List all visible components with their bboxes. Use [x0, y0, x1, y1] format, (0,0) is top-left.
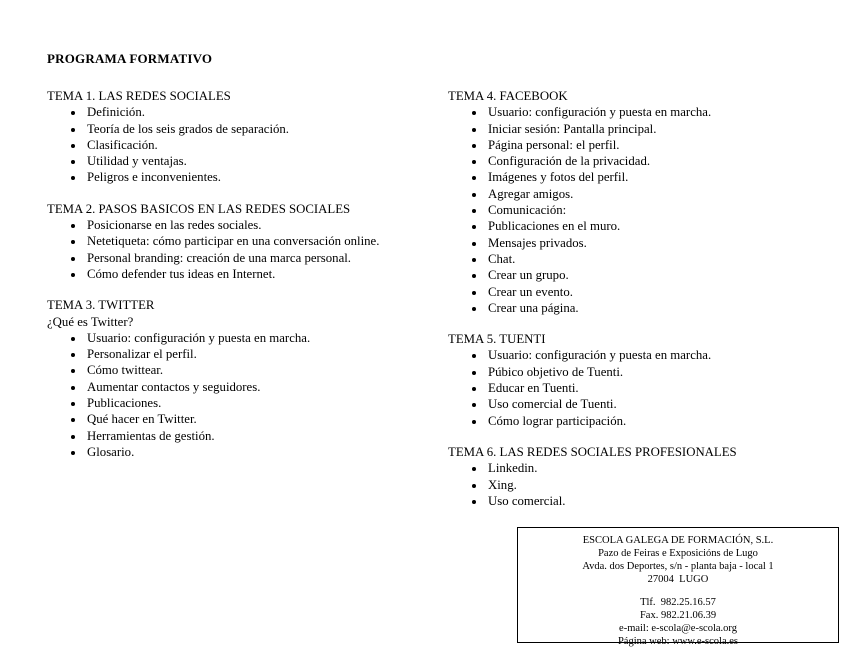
website-line: Página web: www.e-scola.es: [617, 636, 739, 647]
address-line2: Avda. dos Deportes, s/n - planta baja - local 1: [582, 561, 774, 572]
section-heading: TEMA 5. TUENTI: [448, 332, 546, 347]
tema-section: [47, 297, 449, 460]
topic-item: • Qué hacer en Twitter.: [85, 411, 449, 427]
section-heading: TEMA 1. LAS REDES SOCIALES: [47, 89, 231, 103]
topic-item: • Clasificación.: [85, 137, 449, 153]
fax-line: Fax. 982.21.06.39: [639, 610, 717, 621]
topic-item: • Agregar amigos.: [486, 186, 850, 202]
topic-item: • Posicionarse en las redes sociales.: [85, 217, 449, 233]
page-title: PROGRAMA FORMATIVO: [47, 51, 213, 66]
section-intro: ¿Qué es Twitter?: [47, 314, 134, 329]
topic-list: [448, 347, 850, 428]
topic-item: • Crear un grupo.: [486, 267, 850, 283]
topic-item: • Herramientas de gestión.: [85, 428, 449, 444]
section-heading: TEMA 3. TWITTER: [47, 298, 155, 313]
topic-item: • Cómo twittear.: [85, 362, 449, 378]
topic-item: • Crear un evento.: [486, 284, 850, 300]
section-heading: TEMA 2. PASOS BASICOS EN LAS REDES SOCIALES: [47, 201, 351, 216]
topic-item: • Cómo defender tus ideas en Internet.: [85, 266, 449, 282]
topic-item: • Publicaciones en el muro.: [486, 218, 850, 234]
topic-list: [448, 104, 850, 316]
phone-line: Tlf. 982.25.16.57: [640, 597, 716, 608]
topic-item: • Imágenes y fotos del perfil.: [486, 169, 850, 185]
tema-section: [448, 331, 850, 429]
topic-item: • Uso comercial.: [486, 493, 850, 509]
contact-box: [517, 527, 839, 647]
footer-spacer: [518, 586, 838, 596]
topic-item: • Xing.: [486, 477, 850, 493]
topic-item: • Usuario: configuración y puesta en marcha.: [85, 330, 449, 346]
topic-item: • Glosario.: [85, 444, 449, 460]
topic-item: • Cómo lograr participación.: [486, 413, 850, 429]
section-heading: TEMA 6. LAS REDES SOCIALES PROFESIONALES: [448, 444, 737, 459]
topic-item: • Página personal: el perfil.: [486, 137, 850, 153]
topic-item: • Personalizar el perfil.: [85, 346, 449, 362]
topic-item: • Publicaciones.: [85, 395, 449, 411]
topic-item: • Utilidad y ventajas.: [85, 153, 449, 169]
topic-item: • Chat.: [486, 251, 850, 267]
address-line3: 27004 LUGO: [647, 574, 709, 585]
tema-section: [448, 88, 850, 316]
topic-item: • Comunicación:: [486, 202, 850, 218]
topic-item: • Peligros e inconvenientes.: [85, 169, 449, 185]
topic-item: • Usuario: configuración y puesta en marcha.: [486, 104, 850, 120]
tema-section: [47, 201, 449, 282]
left-column: [47, 88, 449, 475]
email-line: e-mail: e-scola@e-scola.org: [619, 623, 737, 634]
right-column: [448, 88, 850, 524]
topic-item: • Aumentar contactos y seguidores.: [85, 379, 449, 395]
address-line1: Pazo de Feiras e Exposicións de Lugo: [598, 548, 758, 559]
tema-section: [47, 88, 449, 186]
topic-item: • Definición.: [85, 104, 449, 120]
topic-item: • Púbico objetivo de Tuenti.: [486, 364, 850, 380]
topic-item: • Netetiqueta: cómo participar en una conversación online.: [85, 233, 449, 249]
topic-list: [47, 330, 449, 460]
topic-list: [47, 217, 449, 282]
topic-item: • Configuración de la privacidad.: [486, 153, 850, 169]
company-name: ESCOLA GALEGA DE FORMACIÓN, S.L.: [582, 535, 774, 546]
section-heading: TEMA 4. FACEBOOK: [448, 89, 568, 103]
topic-list: [448, 460, 850, 509]
topic-item: • Educar en Tuenti.: [486, 380, 850, 396]
tema-section: [448, 444, 850, 509]
topic-item: • Iniciar sesión: Pantalla principal.: [486, 121, 850, 137]
topic-item: • Uso comercial de Tuenti.: [486, 396, 850, 412]
topic-item: • Usuario: configuración y puesta en marcha.: [486, 347, 850, 363]
topic-item: • Teoría de los seis grados de separación.: [85, 121, 449, 137]
topic-item: • Personal branding: creación de una marca personal.: [85, 250, 449, 266]
topic-item: • Crear una página.: [486, 300, 850, 316]
topic-list: [47, 104, 449, 185]
topic-item: • Linkedin.: [486, 460, 850, 476]
topic-item: • Mensajes privados.: [486, 235, 850, 251]
